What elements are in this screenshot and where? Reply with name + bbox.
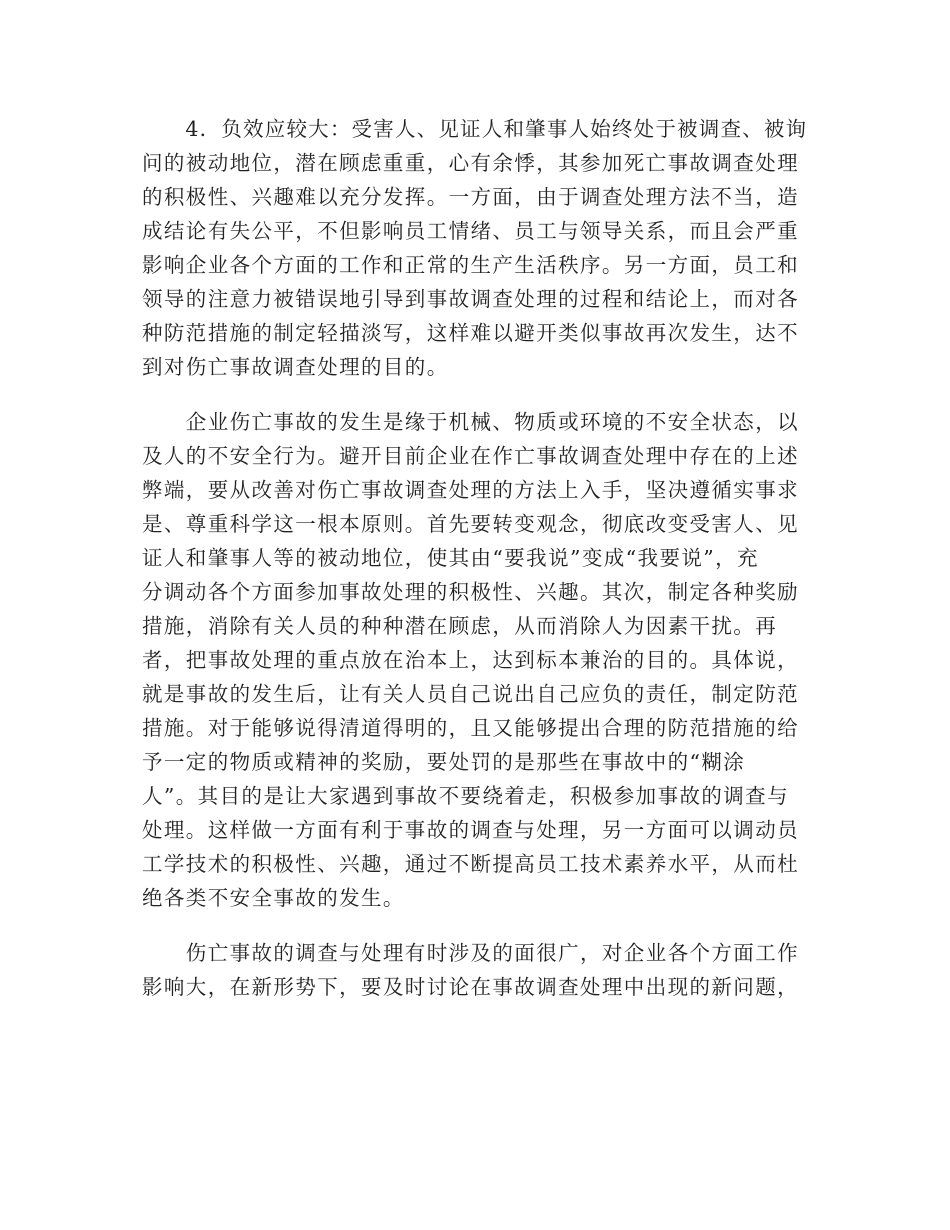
text-line: 种防范措施的制定轻描淡写，这样难以避开类似事故再次发生，达不 — [142, 321, 799, 345]
text-line: 领导的注意力被错误地引导到事故调查处理的过程和结论上，而对各 — [142, 287, 799, 311]
paragraph-2 — [142, 405, 812, 915]
text-line: 4．负效应较大：受害人、见证人和肇事人始终处于被调查、被询 — [142, 117, 808, 141]
text-line: 工学技术的积极性、兴趣，通过不断提高员工技术素养水平，从而杜 — [142, 852, 799, 876]
text-line: 予一定的物质或精神的奖励，要处罚的是那些在事故中的“糊涂 — [142, 750, 746, 774]
text-line: 措施。对于能够说得清道得明的，且又能够提出合理的防范措施的给 — [142, 716, 799, 740]
document-body — [142, 112, 812, 1004]
paragraph-1 — [142, 112, 812, 384]
text-line: 问的被动地位，潜在顾虑重重，心有余悸，其参加死亡事故调查处理 — [142, 151, 799, 175]
text-line: 伤亡事故的调查与处理有时涉及的面很广，对企业各个方面工作 — [142, 941, 799, 965]
text-line: 及人的不安全行为。避开目前企业在作亡事故调查处理中存在的上述 — [142, 444, 799, 468]
text-line: 影响企业各个方面的工作和正常的生产生活秩序。另一方面，员工和 — [142, 253, 799, 277]
text-line: 人”。其目的是让大家遇到事故不要绕着走，积极参加事故的调查与 — [142, 784, 789, 808]
text-line: 就是事故的发生后，让有关人员自己说出自己应负的责任，制定防范 — [142, 682, 799, 706]
text-line: 弊端，要从改善对伤亡事故调查处理的方法上入手，坚决遵循实事求 — [142, 478, 799, 502]
text-line: 措施，消除有关人员的种种潜在顾虑，从而消除人为因素干扰。再 — [142, 614, 778, 638]
text-line: 影响大，在新形势下，要及时讨论在事故调查处理中出现的新问题， — [142, 975, 799, 999]
text-line: 处理。这样做一方面有利于事故的调查与处理，另一方面可以调动员 — [142, 818, 799, 842]
text-line: 者，把事故处理的重点放在治本上，达到标本兼治的目的。具体说， — [142, 648, 799, 672]
text-line: 到对伤亡事故调查处理的目的。 — [142, 355, 449, 379]
text-line: 企业伤亡事故的发生是缘于机械、物质或环境的不安全状态，以 — [142, 410, 799, 434]
text-line: 成结论有失公平，不但影响员工情绪、员工与领导关系，而且会严重 — [142, 219, 799, 243]
paragraph-3 — [142, 936, 812, 1004]
text-line: 证人和肇事人等的被动地位，使其由“要我说”变成“我要说”，充 — [142, 546, 759, 570]
text-line: 绝各类不安全事故的发生。 — [142, 886, 405, 910]
text-line: 是、尊重科学这一根本原则。首先要转变观念，彻底改变受害人、见 — [142, 512, 799, 536]
text-line: 分调动各个方面参加事故处理的积极性、兴趣。其次，制定各种奖励 — [142, 580, 799, 604]
text-line: 的积极性、兴趣难以充分发挥。一方面，由于调查处理方法不当，造 — [142, 185, 799, 209]
